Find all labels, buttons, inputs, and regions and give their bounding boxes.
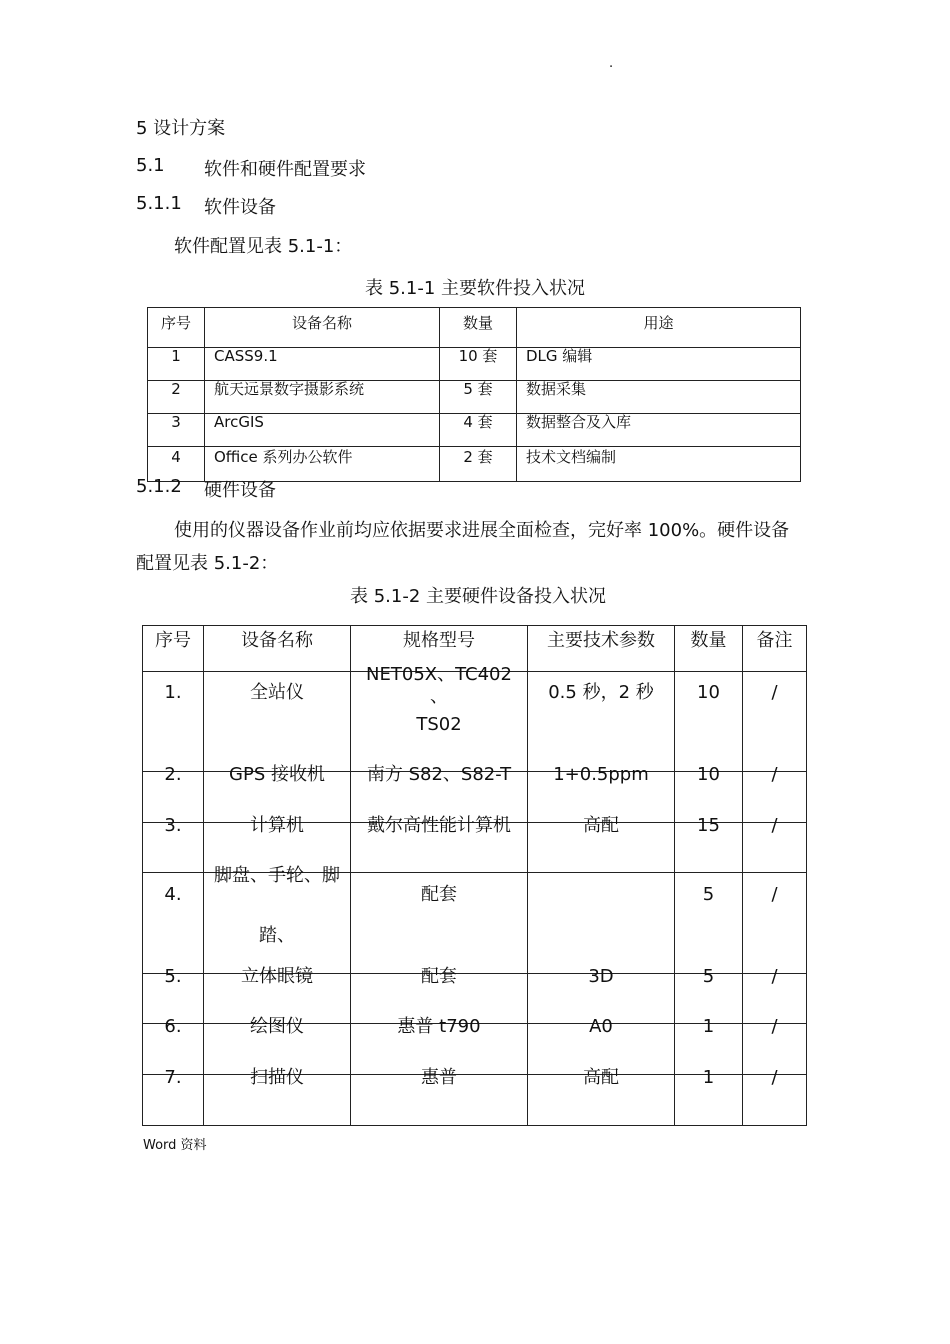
- name-line: 脚盘、手轮、脚: [214, 865, 340, 886]
- page-footer: Word 资料: [143, 1138, 207, 1153]
- table-cell: Office 系列办公软件: [205, 447, 440, 482]
- table-cell: 5: [675, 873, 743, 974]
- table-row: [148, 348, 801, 381]
- table-cell: 4: [148, 447, 205, 482]
- header-cell: 规格型号: [351, 626, 528, 672]
- header-cell: 数量: [440, 308, 517, 348]
- model-line: NET05X、TC402: [366, 664, 512, 685]
- table-cell: 10: [675, 672, 743, 772]
- cell-text: 绘图仪: [250, 1016, 304, 1037]
- table-cell: 数据整合及入库: [517, 414, 801, 447]
- cell-text: 扫描仪: [250, 1067, 304, 1088]
- cell-text: 惠普: [421, 1067, 457, 1088]
- table-cell: 技术文档编制: [517, 447, 801, 482]
- table-cell: /: [743, 672, 807, 772]
- header-cell: 序号: [143, 626, 204, 672]
- cell-text: 5: [702, 966, 715, 987]
- table-row: [143, 1075, 807, 1126]
- subsection-5-1-2-number: 5.1.2: [136, 476, 182, 497]
- table-header-row: [148, 308, 801, 348]
- cell-text: 惠普 t790: [397, 1016, 481, 1037]
- table-cell: 4.: [143, 873, 204, 974]
- cell-text: 立体眼镜: [241, 966, 313, 987]
- table-cell: 配套: [351, 873, 528, 974]
- cell-text: /: [771, 764, 778, 785]
- table-cell: [743, 815, 807, 873]
- table-cell: [675, 1067, 743, 1126]
- header-cell: 设备名称: [204, 626, 351, 672]
- table-cell: 2 套: [440, 447, 517, 482]
- hardware-intro-line-2: 配置见表 5.1-2：: [136, 553, 279, 574]
- table-cell: 3: [148, 414, 205, 447]
- cell-text: 10: [697, 764, 720, 785]
- cell-text: 1: [702, 1016, 715, 1037]
- header-mark: .: [609, 56, 614, 71]
- table-cell: CASS9.1: [205, 348, 440, 381]
- cell-text: /: [771, 1016, 778, 1037]
- table-cell: [528, 873, 675, 974]
- subsection-5-1-title: 软件和硬件配置要求: [204, 159, 366, 180]
- software-intro: 软件配置见表 5.1-1：: [174, 236, 353, 257]
- table-cell: [528, 1067, 675, 1126]
- table-cell: ArcGIS: [205, 414, 440, 447]
- table-cell: 5 套: [440, 381, 517, 414]
- table-cell: [143, 815, 204, 873]
- table-cell: DLG 编辑: [517, 348, 801, 381]
- table-cell: [351, 815, 528, 873]
- cell-text: /: [771, 815, 778, 836]
- table-row: [148, 381, 801, 414]
- table-cell: [351, 664, 528, 772]
- cell-text: 5.: [164, 966, 182, 987]
- cell-text: 3D: [588, 966, 614, 987]
- table-cell: 2: [148, 381, 205, 414]
- hardware-intro-line-1: 使用的仪器设备作业前均应依据要求进展全面检查，完好率 100%。硬件设备: [174, 520, 790, 541]
- header-cell: 备注: [743, 626, 807, 672]
- table-row: [148, 414, 801, 447]
- table-cell: 1.: [143, 672, 204, 772]
- table-cell: 10 套: [440, 348, 517, 381]
- cell-text: /: [771, 1067, 778, 1088]
- table-cell: [528, 815, 675, 873]
- cell-text: 高配: [583, 1067, 619, 1088]
- cell-text: 计算机: [250, 815, 304, 836]
- hardware-table-caption: 表 5.1-2 主要硬件设备投入状况: [349, 586, 606, 607]
- table-cell: 航天远景数字摄影系统: [205, 381, 440, 414]
- cell-text: 高配: [583, 815, 619, 836]
- table-row: [143, 672, 807, 772]
- header-cell: 设备名称: [205, 308, 440, 348]
- hardware-table: [142, 625, 807, 1126]
- cell-text: GPS 接收机: [229, 764, 325, 785]
- cell-text: 戴尔高性能计算机: [367, 815, 511, 836]
- cell-text: 配套: [421, 966, 457, 987]
- table-cell: [204, 1067, 351, 1126]
- subsection-5-1-1-title: 软件设备: [204, 197, 276, 218]
- cell-text: 3.: [164, 815, 182, 836]
- name-line: 踏、: [259, 925, 295, 946]
- cell-text: 2.: [164, 764, 182, 785]
- model-line: TS02: [416, 714, 462, 735]
- cell-text: /: [771, 966, 778, 987]
- subsection-5-1-1-number: 5.1.1: [136, 193, 182, 214]
- software-table: [147, 307, 801, 482]
- header-cell: 数量: [675, 626, 743, 672]
- cell-text: 15: [697, 815, 720, 836]
- table-cell: [143, 1067, 204, 1126]
- table-cell: 4 套: [440, 414, 517, 447]
- cell-text: 6.: [164, 1016, 182, 1037]
- header-cell: 序号: [148, 308, 205, 348]
- cell-text: A0: [589, 1016, 613, 1037]
- model-line: 、: [430, 686, 448, 707]
- header-cell: 用途: [517, 308, 801, 348]
- table-cell: [351, 1067, 528, 1126]
- table-cell: [743, 1067, 807, 1126]
- table-cell: [675, 815, 743, 873]
- software-table-caption: 表 5.1-1 主要软件投入状况: [364, 278, 586, 299]
- table-row: [143, 873, 807, 974]
- cell-text: 南方 S82、S82-T: [366, 764, 512, 785]
- table-cell: 0.5 秒，2 秒: [528, 672, 675, 772]
- subsection-5-1-number: 5.1: [136, 155, 165, 176]
- table-cell: 全站仪: [204, 672, 351, 772]
- cell-text: 1+0.5ppm: [553, 764, 649, 785]
- cell-text: 1: [702, 1067, 715, 1088]
- table-cell: /: [743, 873, 807, 974]
- section-title: 5 设计方案: [136, 118, 226, 139]
- table-cell: 1: [148, 348, 205, 381]
- header-cell: 主要技术参数: [528, 626, 675, 672]
- table-cell: 数据采集: [517, 381, 801, 414]
- table-cell: [204, 865, 351, 974]
- subsection-5-1-2-title: 硬件设备: [204, 480, 276, 501]
- cell-text: 7.: [164, 1067, 182, 1088]
